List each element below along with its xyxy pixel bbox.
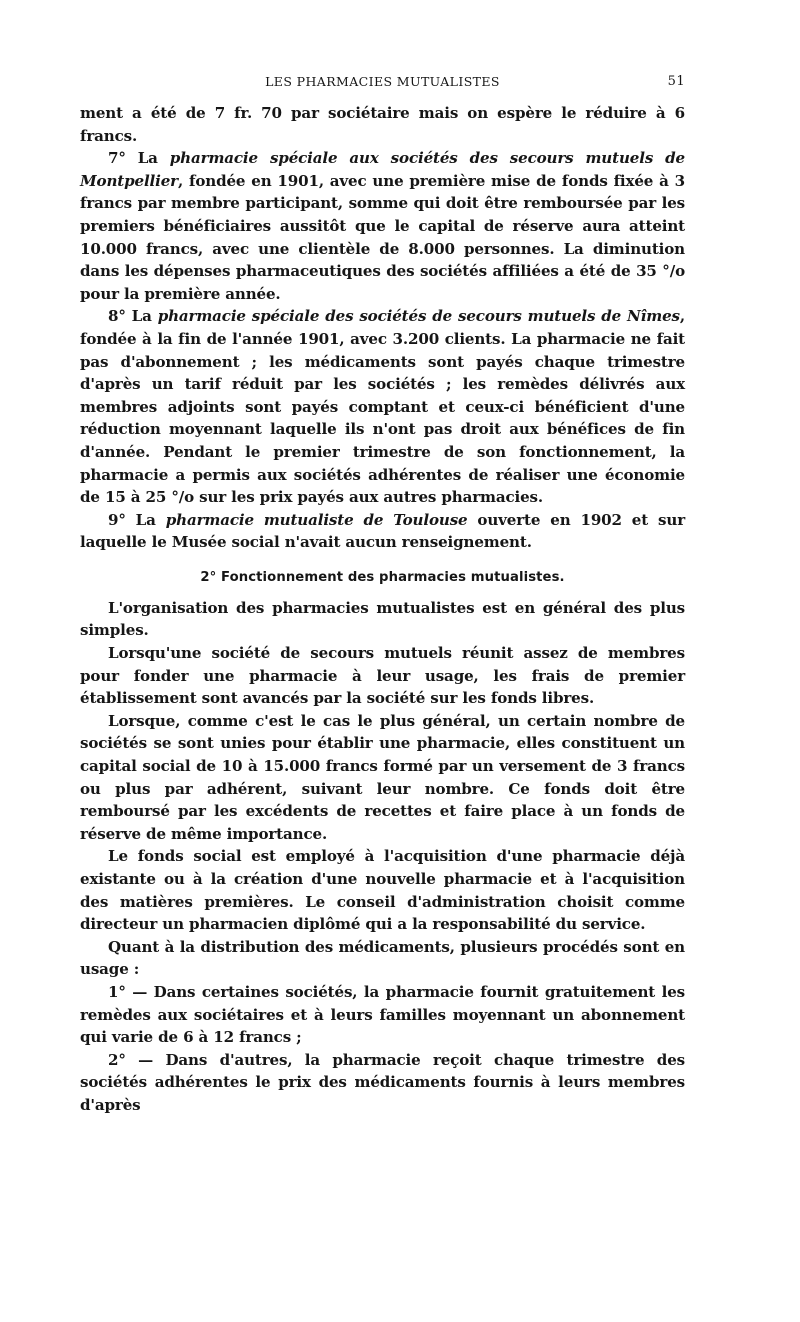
paragraph-prefix: 9° La <box>108 510 166 529</box>
section-heading: 2° Fonctionnement des pharmacies mutualistes. <box>200 569 565 585</box>
paragraph-text: , fondée à la fin de l'année 1901, avec 3.200 clients. La pharmacie ne fait pas d'abonnement ; les médicaments sont payés chaque trimestre d'après un tarif réduit par les sociétés ; les remèdes délivrés aux membres adjoints sont payés comptant et ceux-ci bénéficient d'une réduction moyennant laquelle ils n'ont pas droit aux bénéfices de fin d'année. Pendant le premier trimestre de son fonctionnement, la pharmacie a permis aux sociétés adhérentes de réaliser une économie de 15 à 25 °/o sur les prix payés aux autres pharmacies. <box>80 307 685 507</box>
running-title: LES PHARMACIES MUTUALISTES <box>265 74 500 89</box>
pharmacy-name-montpellier: pharmacie spéciale aux sociétés des secours mutuels de Montpellier <box>80 149 685 190</box>
section-paragraph: 2° — Dans d'autres, la pharmacie reçoit chaque trimestre des sociétés adhérentes le prix des médicaments fournis à leurs membres d'après <box>80 1050 685 1114</box>
running-head <box>80 70 685 94</box>
pharmacy-name-toulouse: pharmacie mutualiste de Toulouse <box>165 510 468 529</box>
paragraph-text: , fondée en 1901, avec une première mise de fonds fixée à 3 francs par membre participant, somme qui doit être remboursée par les premiers bénéficiaires aussitôt que le capital de réserve aura atteint 10.000 francs, avec une clientèle de 8.000 personnes. La diminution dans les dépenses pharmaceutiques des sociétés affiliées a été de 35 °/o pour la première année. <box>80 171 685 303</box>
section-paragraph: Lorsqu'une société de secours mutuels réunit assez de membres pour fonder une pharmacie à leur usage, les frais de premier établissement sont avancés par la société sur les fonds libres. <box>80 644 685 708</box>
book-page <box>80 70 685 1117</box>
paragraph-item-9 <box>80 509 685 554</box>
section-paragraph: Le fonds social est employé à l'acquisition d'une pharmacie déjà existante ou à la création d'une nouvelle pharmacie et à l'acquisition des matières premières. Le conseil d'administration choisit comme directeur un pharmacien diplômé qui a la responsabilité du service. <box>80 847 685 934</box>
section-paragraph: Quant à la distribution des médicaments, plusieurs procédés sont en usage : <box>80 937 685 979</box>
paragraph-continuation <box>80 102 685 147</box>
section-paragraph: 1° — Dans certaines sociétés, la pharmacie fournit gratuitement les remèdes aux sociétaires et à leurs familles moyennant un abonnement qui varie de 6 à 12 francs ; <box>80 982 685 1047</box>
section-paragraph: L'organisation des pharmacies mutualistes est en général des plus simples. <box>80 598 685 640</box>
page-number: 51 <box>667 74 685 89</box>
paragraph-text: ouverte en 1902 et sur laquelle le Musée social n'avait aucun renseignement. <box>80 510 685 552</box>
paragraph-item-7 <box>80 147 685 305</box>
paragraph-prefix: 8° La <box>108 307 158 326</box>
pharmacy-name-nimes: pharmacie spéciale des sociétés de secours mutuels de Nîmes <box>157 307 680 326</box>
section-paragraph: Lorsque, comme c'est le cas le plus général, un certain nombre de sociétés se sont unies pour établir une pharmacie, elles constituent un capital social de 10 à 15.000 francs formé par un versement de 3 francs ou plus par adhérent, suivant leur nombre. Ce fonds doit être remboursé par les excédents de recettes et faire place à un fonds de réserve de même importance. <box>80 711 685 843</box>
paragraph-text: ment a été de 7 fr. 70 par sociétaire mais on espère le réduire à 6 francs. <box>80 104 685 145</box>
paragraph-item-8 <box>80 305 685 508</box>
section-spacer <box>80 554 685 570</box>
paragraph-prefix: 7° La <box>108 149 170 168</box>
